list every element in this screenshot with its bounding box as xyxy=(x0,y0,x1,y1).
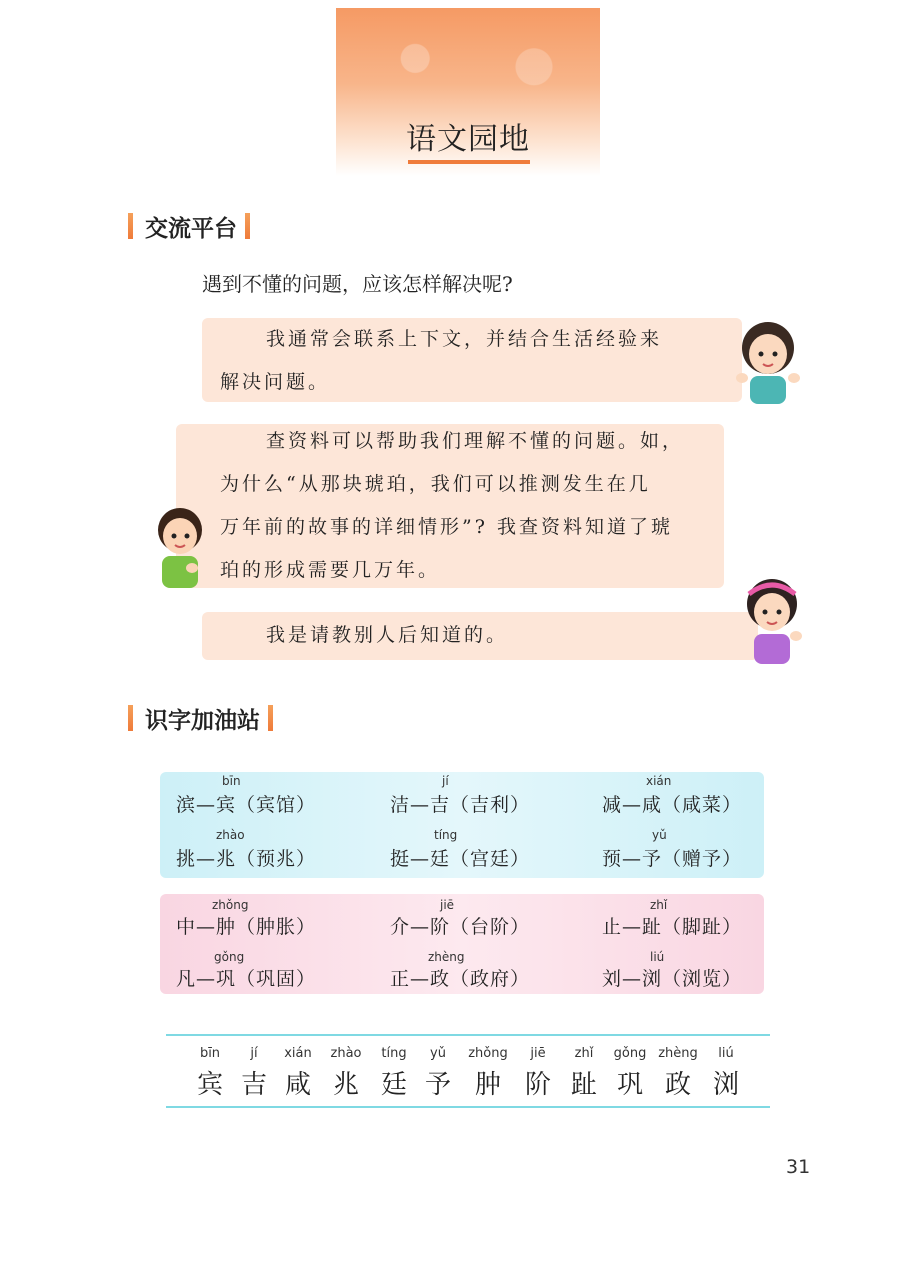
pinyin: jí xyxy=(442,774,449,788)
bubble-line: 我是请教别人后知道的。 xyxy=(266,624,509,646)
strip-pinyin: yǔ xyxy=(430,1046,446,1061)
heading-bar-right xyxy=(245,213,250,239)
section-title: 交流平台 xyxy=(145,215,237,242)
strip-bottom-line xyxy=(166,1106,770,1108)
strip-pinyin: liú xyxy=(718,1046,734,1061)
char-pair: 滨—宾（宾馆） xyxy=(176,794,317,816)
strip-pinyin: gǒng xyxy=(613,1046,647,1061)
bubble-line: 查资料可以帮助我们理解不懂的问题。如， xyxy=(266,430,685,452)
speech-bubble-3 xyxy=(202,612,758,660)
section-heading-exchange xyxy=(128,212,250,240)
heading-bar-left xyxy=(128,213,133,239)
char-pair: 减—咸（咸菜） xyxy=(602,794,743,816)
strip-char: 趾 xyxy=(570,1070,597,1100)
strip-pinyin: bīn xyxy=(199,1046,221,1061)
heading-bar-right xyxy=(268,705,273,731)
heading-bar-left xyxy=(128,705,133,731)
strip-char: 咸 xyxy=(284,1070,311,1100)
char-pair: 预—予（赠予） xyxy=(602,848,743,870)
char-pair: 洁—吉（吉利） xyxy=(390,794,531,816)
char-pair: 刘—浏（浏览） xyxy=(602,968,743,990)
pinyin: xián xyxy=(646,774,672,788)
page-title: 语文园地 xyxy=(406,122,530,157)
char-pair: 中—肿（肿胀） xyxy=(176,916,317,938)
strip-pinyin: xián xyxy=(284,1046,312,1061)
strip-char: 宾 xyxy=(196,1070,223,1100)
pinyin: bīn xyxy=(222,774,241,788)
boy-illustration xyxy=(150,498,210,590)
strip-char: 肿 xyxy=(474,1070,501,1100)
pinyin: yǔ xyxy=(652,828,667,842)
char-pair: 挑—兆（预兆） xyxy=(176,848,317,870)
strip-char: 浏 xyxy=(712,1070,739,1100)
bubble-line: 为什么“从那块琥珀，我们可以推测发生在几 xyxy=(220,473,651,495)
strip-char: 兆 xyxy=(332,1070,359,1100)
pinyin: liú xyxy=(650,950,665,964)
pinyin: zhǒng xyxy=(212,898,249,912)
strip-pinyin: zhèng xyxy=(658,1046,698,1061)
girl-thinking-illustration xyxy=(728,312,808,404)
char-pair: 止—趾（脚趾） xyxy=(602,916,743,938)
pinyin: zhào xyxy=(216,828,245,842)
speech-bubble-1 xyxy=(202,318,742,402)
title-underline xyxy=(408,160,530,164)
pinyin: zhǐ xyxy=(650,898,668,912)
bubble-line: 解决问题。 xyxy=(220,371,331,393)
section-title: 识字加油站 xyxy=(145,707,260,734)
strip-char: 巩 xyxy=(616,1070,643,1100)
strip-pinyin: tíng xyxy=(381,1046,407,1061)
char-pair: 正—政（政府） xyxy=(390,968,531,990)
bubble-line: 我通常会联系上下文，并结合生活经验来 xyxy=(266,328,663,350)
discussion-question: 遇到不懂的问题，应该怎样解决呢? xyxy=(202,272,513,296)
pinyin: jiē xyxy=(440,898,455,912)
girl-with-headband-illustration xyxy=(736,572,810,664)
page-number: 31 xyxy=(786,1156,811,1178)
strip-char: 予 xyxy=(424,1070,451,1100)
char-pair: 介—阶（台阶） xyxy=(390,916,531,938)
strip-pinyin: jí xyxy=(250,1046,258,1061)
pinyin: tíng xyxy=(434,828,458,842)
strip-pinyin: zhǒng xyxy=(468,1046,508,1061)
strip-pinyin: zhǐ xyxy=(574,1046,594,1061)
pinyin: zhèng xyxy=(428,950,465,964)
strip-pinyin: zhào xyxy=(330,1046,362,1061)
strip-char: 吉 xyxy=(240,1070,267,1100)
char-pair: 挺—廷（宫廷） xyxy=(390,848,531,870)
char-pair: 凡—巩（巩固） xyxy=(176,968,317,990)
strip-top-line xyxy=(166,1034,770,1036)
strip-pinyin: jiē xyxy=(530,1046,546,1061)
section-heading-literacy xyxy=(128,704,273,732)
pinyin: gǒng xyxy=(214,950,245,964)
strip-char: 阶 xyxy=(524,1070,551,1100)
strip-char: 政 xyxy=(664,1070,691,1100)
bubble-line: 珀的形成需要几万年。 xyxy=(220,559,441,581)
strip-char: 廷 xyxy=(380,1070,407,1100)
title-banner xyxy=(336,8,600,176)
bubble-line: 万年前的故事的详细情形”? 我查资料知道了琥 xyxy=(220,516,673,538)
speech-bubble-2 xyxy=(176,424,724,588)
